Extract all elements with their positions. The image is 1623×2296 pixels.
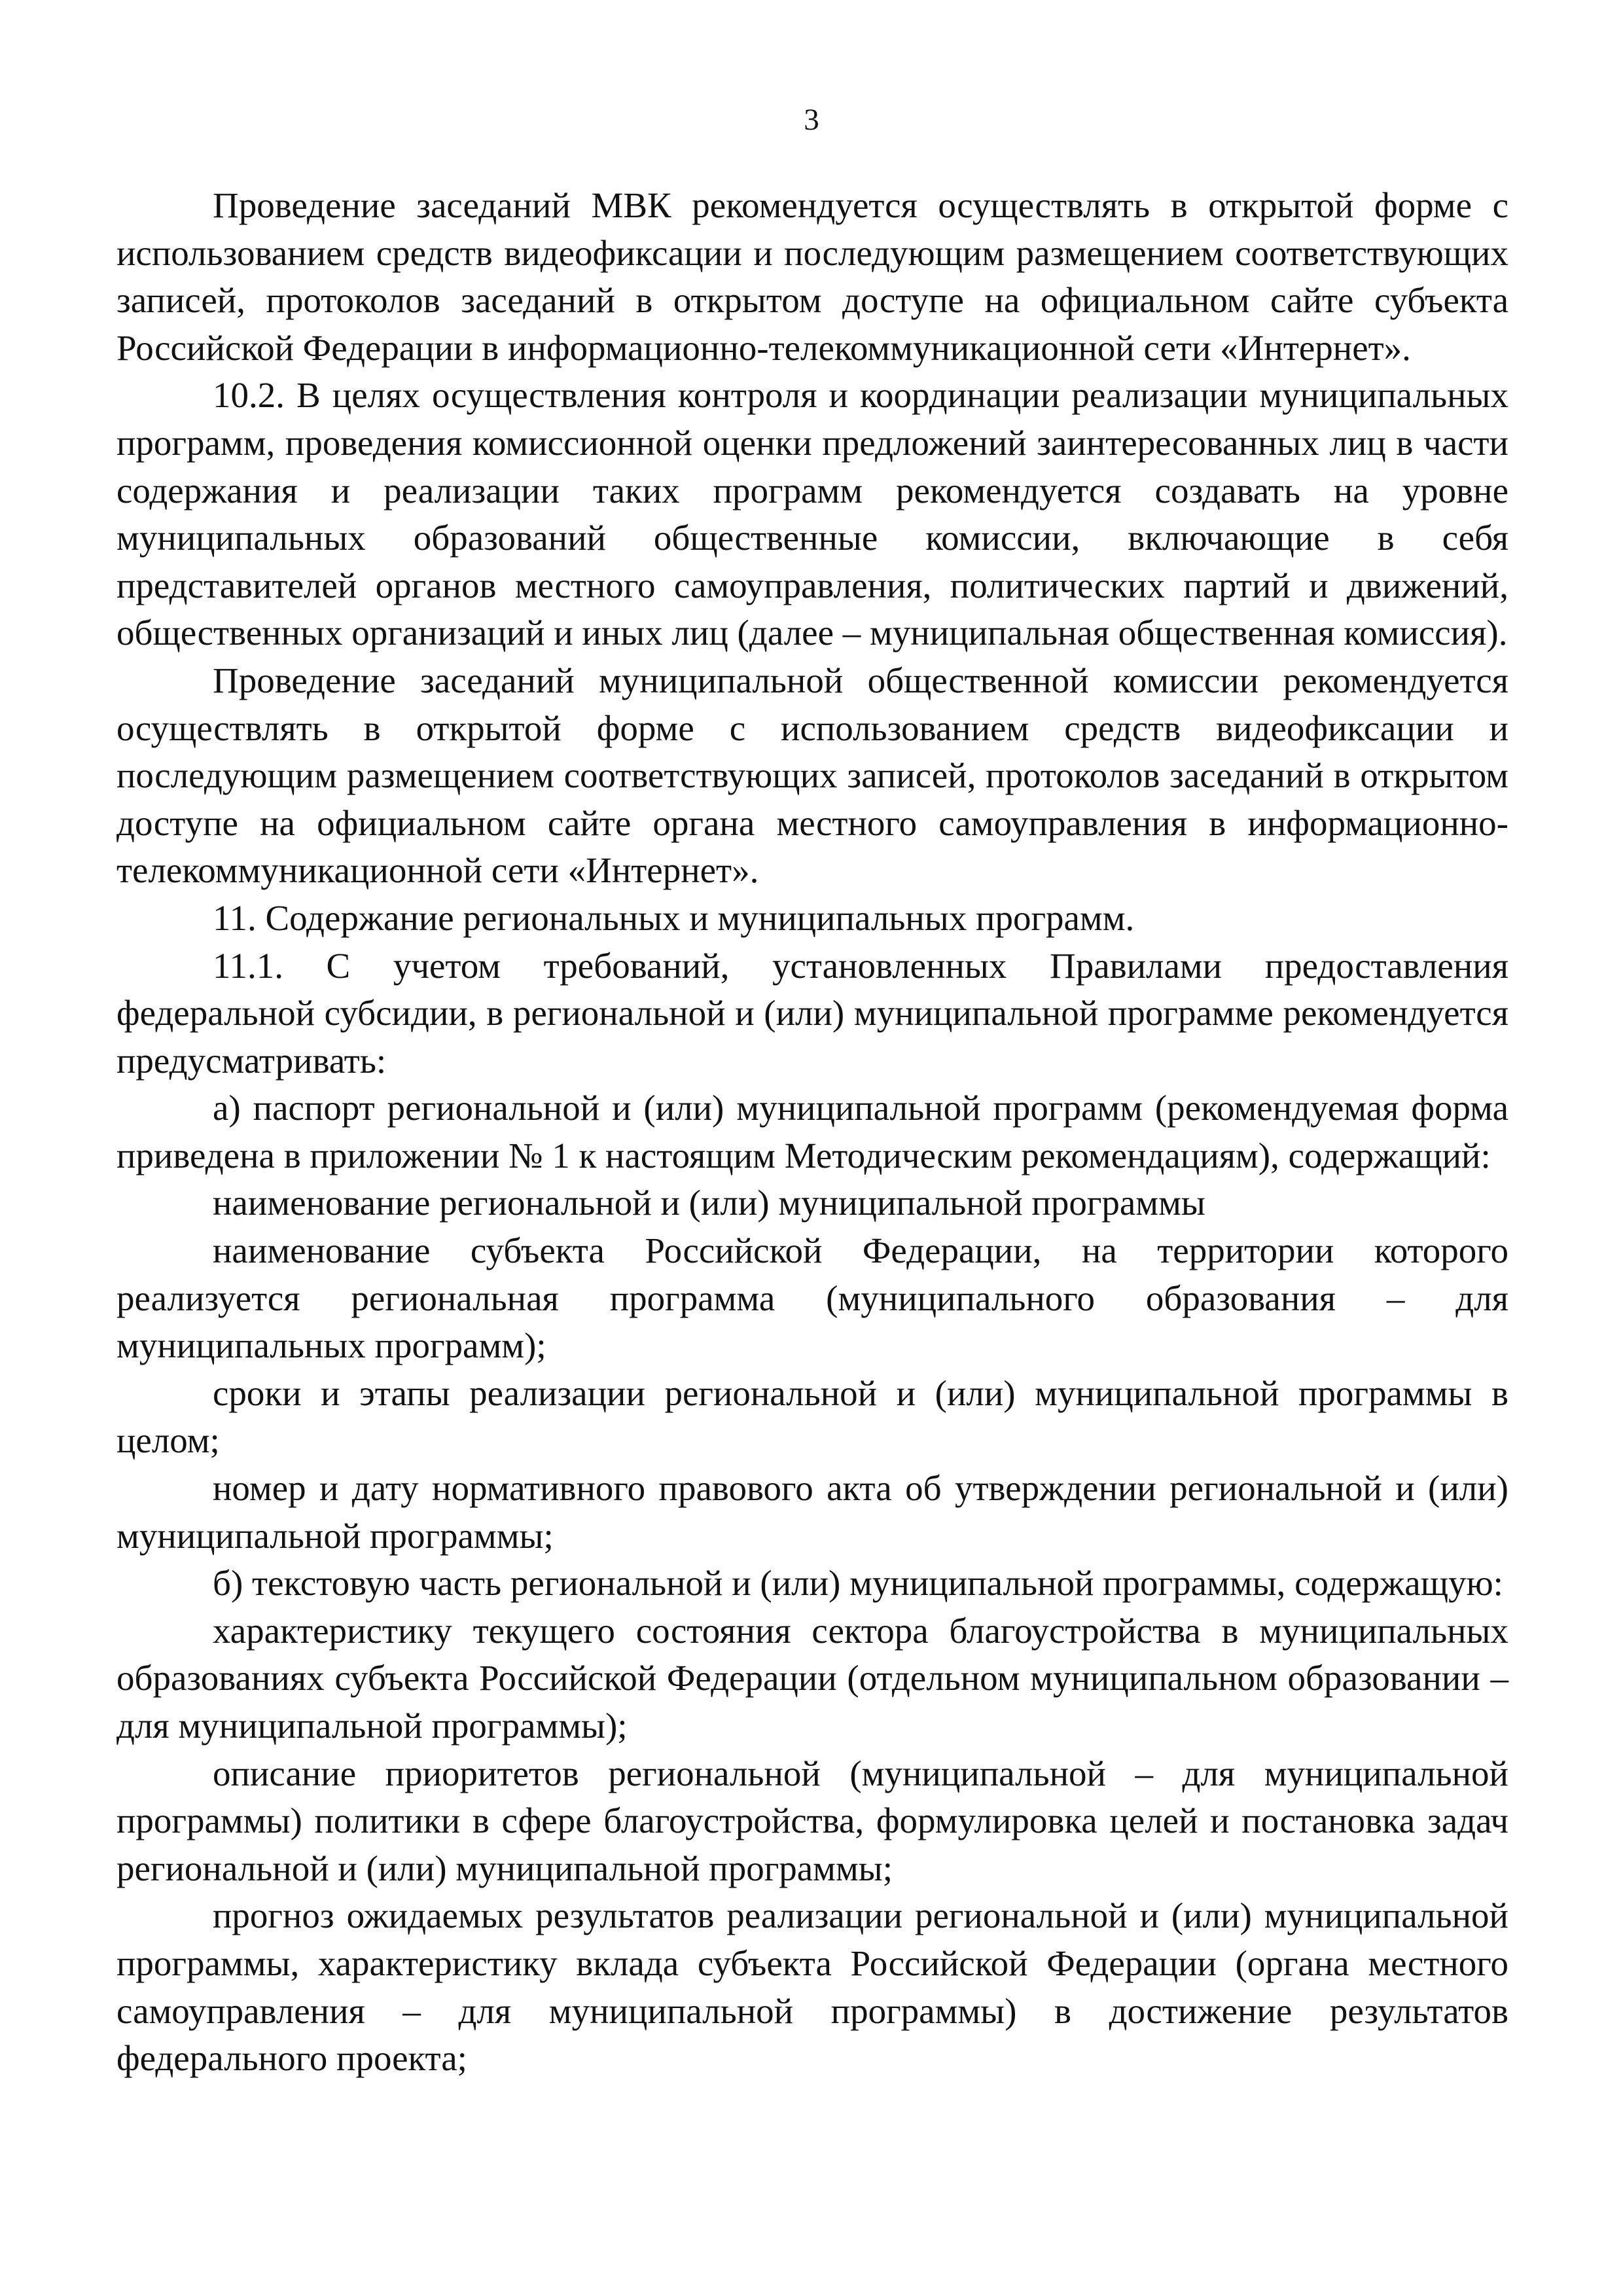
list-item-terms-stages: сроки и этапы реализации региональной и (или) муниципальной программы в целом; [116,1372,1508,1461]
page-number: 3 [804,103,819,137]
paragraph-municipal-commission-meetings: Проведение заседаний муниципальной общественной комиссии рекомендуется осуществлять в открытой форме с использованием средств видеофиксации и последующим размещением соответствующих записей, протоколов заседаний в открытом доступе на официальном сайте органа местного самоуправления в информационно-телекоммуникационной сети «Интернет». [116,660,1508,891]
list-item-program-name: наименование региональной и (или) муниципальной программы [213,1183,1205,1223]
list-item-subject-name: наименование субъекта Российской Федерации, на территории которого реализуется региональная программа (муниципального образования – для муниципальных программ); [116,1230,1508,1366]
list-item-priorities: описание приоритетов региональной (муниципальной – для муниципальной программы) политики в сфере благоустройства, формулировка целей и постановка задач региональной и (или) муниципальной программы; [116,1753,1508,1888]
paragraph-10-2: 10.2. В целях осуществления контроля и координации реализации муниципальных программ, проведения комиссионной оценки предложений заинтересованных лиц в части содержания и реализации таких программ рекомендуется создавать на уровне муниципальных образований общественные комиссии, включающие в себя представителей органов местного самоуправления, политических партий и движений, общественных организаций и иных лиц (далее – муниципальная общественная комиссия). [116,375,1508,653]
document-body [116,182,1508,2083]
paragraph-11-1: 11.1. С учетом требований, установленных Правилами предоставления федеральной субсидии, в региональной и (или) муниципальной программе рекомендуется предусматривать: [116,945,1508,1081]
list-item-act-number-date: номер и дату нормативного правового акта об утверждении региональной и (или) муниципальной программы; [116,1468,1508,1556]
list-item-a-passport: а) паспорт региональной и (или) муниципальной программ (рекомендуемая форма приведена в приложении № 1 к настоящим Методическим рекомендациям), содержащий: [116,1088,1508,1175]
list-item-forecast: прогноз ожидаемых результатов реализации региональной и (или) муниципальной программы, характеристику вклада субъекта Российской Федерации (органа местного самоуправления – для муниципальной программы) в достижение результатов федерального проекта; [116,1895,1508,2079]
list-item-current-state: характеристику текущего состояния сектора благоустройства в муниципальных образованиях субъекта Российской Федерации (отдельном муниципальном образовании – для муниципальной программы); [116,1610,1508,1746]
list-item-b-text-part: б) текстовую часть региональной и (или) муниципальной программы, содержащую: [213,1563,1503,1604]
paragraph-mvk-meetings: Проведение заседаний МВК рекомендуется осуществлять в открытой форме с использованием средств видеофиксации и последующим размещением соответствующих записей, протоколов заседаний в открытом доступе на официальном сайте субъекта Российской Федерации в информационно-телекоммуникационной сети «Интернет». [116,185,1508,368]
section-heading-11: 11. Содержание региональных и муниципальных программ. [213,897,1135,938]
